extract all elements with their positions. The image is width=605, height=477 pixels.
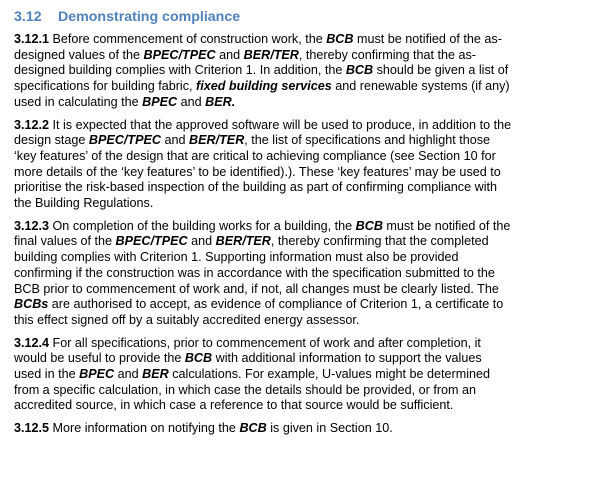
text-run: ‘key features’ of the design that are critical to achieving compliance (see Section 10 for [14, 148, 496, 163]
text-run: BCB prior to commencement of work and, if not, all changes must be clearly listed. The [14, 281, 499, 296]
paragraph-line [14, 282, 599, 298]
text-run: more details of the ‘key features’ to be identified).). These ‘key features’ may be used to [14, 164, 501, 179]
text-run: , the list of specifications and highlight those [244, 133, 491, 148]
paragraph-line [14, 383, 599, 399]
text-run: used in the [14, 367, 80, 382]
paragraph-number: 3.12.4 [14, 335, 50, 350]
text-run: design stage [14, 133, 89, 148]
defined-term: BPEC/TPEC [115, 234, 188, 249]
text-run: this effect signed off by a suitably accredited energy assessor. [14, 312, 360, 327]
paragraph-line [14, 351, 599, 367]
paragraph-line [14, 250, 599, 266]
text-run: It is expected that the approved software will be used to produce, in addition to the [49, 117, 512, 132]
paragraph-line [14, 165, 599, 181]
paragraph-line [14, 421, 599, 437]
defined-term: BPEC/TPEC [143, 47, 216, 62]
defined-term: BPEC [142, 94, 178, 109]
text-run: building complies with Criterion 1. Supporting information must also be provided [14, 250, 459, 265]
paragraph-3-12-2 [14, 118, 599, 212]
text-run: and renewable systems (if any) [331, 79, 510, 94]
paragraph-line [14, 398, 599, 414]
text-run: confirming if the construction was in accordance with the specification submitted to the [14, 265, 495, 280]
text-run: and [177, 94, 206, 109]
paragraph-number: 3.12.1 [14, 32, 50, 46]
section-title: Demonstrating compliance [58, 9, 241, 25]
paragraph-line [14, 266, 599, 282]
section-number: 3.12 [14, 9, 42, 25]
paragraph-line [14, 118, 599, 134]
text-run: final values of the [14, 234, 116, 249]
text-run: with additional information to support the values [212, 351, 482, 366]
text-run: is given in Section 10. [266, 421, 393, 436]
defined-term: BCBs [14, 297, 49, 312]
text-run: specifications for building fabric, [14, 79, 197, 94]
text-run: , thereby confirming that the completed [270, 234, 489, 249]
defined-term: BER/TER [215, 234, 271, 249]
defined-term: BCB [326, 32, 354, 46]
paragraph-line [14, 32, 599, 48]
paragraph-line [14, 149, 599, 165]
defined-term: BPEC [79, 367, 115, 382]
paragraph-3-12-1 [14, 32, 599, 111]
text-run: from a specific calculation, in which case the details should be provided, or from an [14, 382, 477, 397]
text-run: and [215, 47, 244, 62]
text-run: accredited source, in which case a reference to that source would be sufficient. [14, 398, 454, 413]
paragraph-line [14, 133, 599, 149]
text-run: and [114, 367, 143, 382]
paragraph-3-12-5 [14, 421, 599, 437]
paragraph-line [14, 196, 599, 212]
text-run: , thereby confirming that the as- [298, 47, 477, 62]
defined-term: BCB [184, 351, 213, 366]
paragraph-list [14, 32, 599, 437]
paragraph-3-12-3 [14, 219, 599, 329]
text-run: would be useful to provide the [14, 351, 185, 366]
text-run: Before commencement of construction work, the [49, 32, 327, 46]
paragraph-3-12-4 [14, 336, 599, 415]
paragraph-number: 3.12.5 [14, 421, 50, 436]
defined-term: BER/TER [243, 47, 299, 62]
section-heading [14, 8, 599, 26]
paragraph-line [14, 313, 599, 329]
text-run: More information on notifying the [49, 421, 240, 436]
defined-term: BCB [239, 421, 267, 436]
text-run: prioritise the risk-based inspection of the building as part of confirming compliance with [14, 180, 498, 195]
text-run: designed values of the [14, 47, 144, 62]
text-run: are authorised to accept, as evidence of compliance of Criterion 1, a certificate to [48, 297, 504, 312]
paragraph-line [14, 297, 599, 313]
paragraph-line [14, 234, 599, 250]
defined-term: BPEC/TPEC [88, 133, 161, 148]
text-run: designed building complies with Criterion 1. In addition, the [14, 63, 346, 78]
defined-term: BER. [205, 94, 236, 109]
text-run: should be given a list of [373, 63, 509, 78]
paragraph-number: 3.12.2 [14, 117, 50, 132]
defined-term: BCB [345, 63, 374, 78]
paragraph-number: 3.12.3 [14, 218, 50, 233]
paragraph-line [14, 219, 599, 235]
paragraph-line [14, 63, 599, 79]
document-page [14, 8, 599, 444]
defined-term: BCB [355, 218, 383, 233]
text-run: and [187, 234, 216, 249]
paragraph-line [14, 95, 599, 111]
text-run: must be notified of the as- [353, 32, 502, 46]
paragraph-line [14, 79, 599, 95]
text-run: must be notified of the [382, 218, 511, 233]
text-run: the Building Regulations. [14, 196, 154, 211]
defined-term: BER/TER [189, 133, 245, 148]
defined-term: BER [142, 367, 169, 382]
paragraph-line [14, 367, 599, 383]
text-run: calculations. For example, U-values might be determined [168, 367, 491, 382]
text-run: For all specifications, prior to commencement of work and after completion, it [49, 335, 481, 350]
defined-term: fixed building services [196, 79, 332, 94]
text-run: used in calculating the [14, 94, 143, 109]
text-run: and [161, 133, 190, 148]
text-run: On completion of the building works for a building, the [49, 218, 356, 233]
paragraph-line [14, 180, 599, 196]
paragraph-line [14, 48, 599, 64]
paragraph-line [14, 336, 599, 352]
